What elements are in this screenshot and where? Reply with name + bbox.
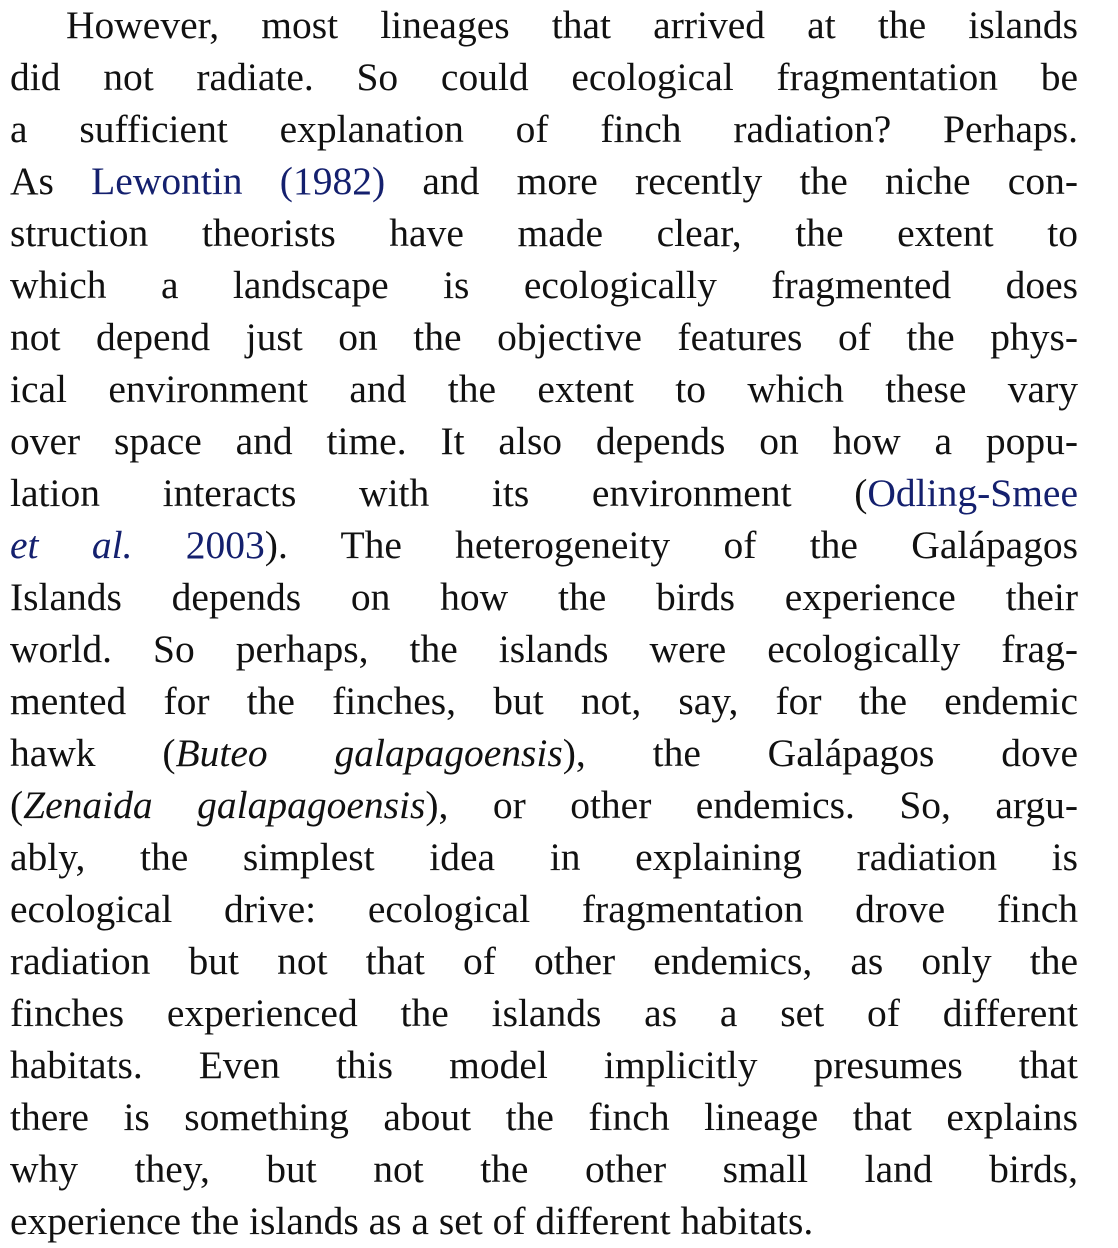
- citation-link[interactable]: Lewontin (1982): [91, 159, 386, 203]
- text-line: [10, 832, 1078, 884]
- text-run: hawk (: [10, 731, 176, 775]
- text-run: did not radiate. So could ecological fragmentation be: [10, 55, 1078, 99]
- text-line: [10, 468, 1078, 520]
- text-run: experience the islands as a set of different habitats.: [10, 1199, 814, 1243]
- species-name: Zenaida galapagoensis: [23, 783, 426, 827]
- text-run: ecological drive: ecological fragmentation drove finch: [10, 887, 1078, 931]
- text-run: which a landscape is ecologically fragmented does: [10, 263, 1078, 307]
- text-line: [10, 260, 1078, 312]
- text-run: mented for the finches, but not, say, for the endemic: [10, 679, 1078, 723]
- text-run: there is something about the finch lineage that explains: [10, 1095, 1078, 1139]
- text-run: radiation but not that of other endemics, as only the: [10, 939, 1078, 983]
- text-run: ), or other endemics. So, argu-: [425, 783, 1078, 827]
- species-name: Buteo galapagoensis: [175, 731, 563, 775]
- text-run: ). The heterogeneity of the Galápagos: [264, 523, 1079, 567]
- text-run: As: [10, 159, 92, 203]
- text-run: ), the Galápagos dove: [562, 731, 1078, 775]
- text-line: [10, 104, 1078, 156]
- text-line: [10, 936, 1078, 988]
- text-run: ably, the simplest idea in explaining radiation is: [10, 835, 1078, 879]
- text-run: not depend just on the objective features of the phys-: [10, 315, 1078, 359]
- text-run: ical environment and the extent to which these vary: [10, 367, 1078, 411]
- text-run: However, most lineages that arrived at the islands: [66, 3, 1078, 47]
- text-line: [10, 312, 1078, 364]
- text-run: and more recently the niche con-: [385, 159, 1078, 203]
- text-run: lation interacts with its environment (: [10, 471, 868, 515]
- text-line: [10, 208, 1078, 260]
- text-run: habitats. Even this model implicitly presumes that: [10, 1043, 1078, 1087]
- text-line: [10, 416, 1078, 468]
- text-run: over space and time. It also depends on how a popu-: [10, 419, 1078, 463]
- text-line: [10, 0, 1078, 52]
- text-line: [10, 1092, 1078, 1144]
- text-run: finches experienced the islands as a set of different: [10, 991, 1078, 1035]
- text-run: a sufficient explanation of finch radiation? Perhaps.: [10, 107, 1078, 151]
- text-line: [10, 364, 1078, 416]
- text-line: [10, 520, 1078, 572]
- text-line: [10, 988, 1078, 1040]
- text-line: [10, 780, 1078, 832]
- text-line: [10, 1196, 1078, 1248]
- citation-link[interactable]: 2003: [132, 523, 265, 567]
- citation-link[interactable]: Odling-Smee: [867, 471, 1078, 515]
- text-run: Islands depends on how the birds experience their: [10, 575, 1078, 619]
- text-line: [10, 624, 1078, 676]
- text-line: [10, 156, 1078, 208]
- text-run: world. So perhaps, the islands were ecologically frag-: [10, 627, 1078, 671]
- text-run: struction theorists have made clear, the extent to: [10, 211, 1078, 255]
- text-line: [10, 1144, 1078, 1196]
- text-run: (: [10, 783, 24, 827]
- text-line: [10, 572, 1078, 624]
- citation-link[interactable]: et al.: [10, 523, 133, 567]
- text-line: [10, 676, 1078, 728]
- text-run: why they, but not the other small land birds,: [10, 1147, 1078, 1191]
- text-line: [10, 728, 1078, 780]
- text-line: [10, 1040, 1078, 1092]
- body-paragraph: [10, 0, 1078, 1248]
- text-line: [10, 884, 1078, 936]
- text-line: [10, 52, 1078, 104]
